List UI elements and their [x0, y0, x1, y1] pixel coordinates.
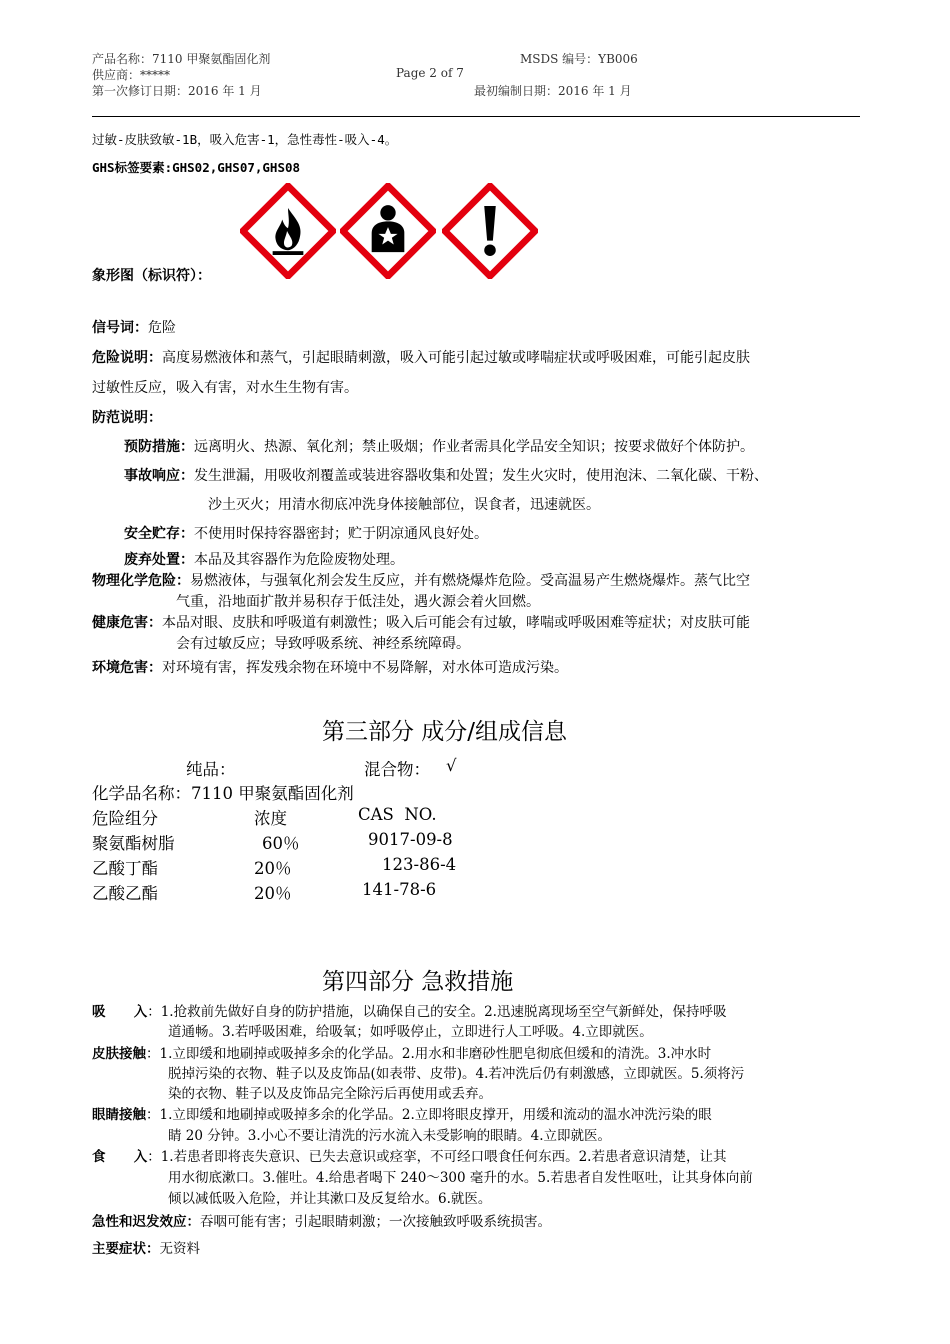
prevention-text: 远离明火、热源、氧化剂；禁止吸烟；作业者需具化学品安全知识；按要求做好个体防护。	[194, 439, 754, 455]
table-row-cas: 9017-09-8	[368, 830, 453, 849]
ingestion-label: 食 入	[92, 1149, 148, 1165]
environment-label: 环境危害：	[92, 660, 162, 676]
signal-word-value: 危险	[148, 320, 176, 336]
column-header-concentration: 浓度	[254, 809, 287, 828]
skin-label: 皮肤接触	[92, 1046, 146, 1062]
prevention-line	[124, 436, 754, 456]
precaution-label: 防范说明：	[92, 410, 162, 426]
ingestion-line1	[92, 1148, 726, 1166]
environment-line	[92, 657, 568, 677]
section4-title: 第四部分 急救措施	[322, 969, 514, 995]
table-row-cas: 123-86-4	[382, 855, 457, 874]
header-divider	[92, 116, 860, 117]
inhalation-label: 吸 入	[92, 1004, 148, 1020]
inhalation-line1	[92, 1003, 726, 1021]
disposal-line	[124, 549, 404, 569]
acute-effects-line	[92, 1213, 551, 1231]
section3-title: 第三部分 成分/组成信息	[322, 719, 568, 745]
chemical-name: 化学品名称：7110 甲聚氨酯固化剂	[92, 784, 354, 803]
health-line1	[92, 612, 750, 632]
hazard-statement-text: 高度易燃液体和蒸气，引起眼睛刺激，吸入可能引起过敏或哮喘症状或呼吸困难，可能引起皮肤	[162, 350, 750, 366]
response-label: 事故响应：	[124, 468, 194, 484]
column-header-cas: CAS NO.	[358, 805, 437, 824]
skin-line2: 脱掉污染的衣物、鞋子以及皮饰品(如表带、皮带)。4.若冲洗后仍有刺激感，立即就医。5.须将污	[168, 1066, 745, 1082]
signal-word	[92, 317, 176, 337]
pure-label: 纯品：	[186, 760, 236, 779]
skin-line3: 染的衣物、鞋子以及皮饰品完全除污后再使用或丢弃。	[168, 1086, 492, 1102]
header-product-name: 产品名称：7110 甲聚氨酯固化剂	[92, 52, 271, 66]
ingestion-line2: 用水彻底漱口。3.催吐。4.给患者喝下 240～300 毫升的水。5.若患者自发性呕吐，让其身体向前	[168, 1170, 753, 1186]
response-text1: 发生泄漏，用吸收剂覆盖或装进容器收集和处置；发生火灾时，使用泡沫、二氧化碳、干粉、	[194, 468, 768, 484]
eye-line1	[92, 1106, 712, 1124]
health-text1: 本品对眼、皮肤和呼吸道有刺激性；吸入后可能会有过敏，哮喘或呼吸困难等症状；对皮肤可能	[162, 615, 750, 631]
physchem-line1	[92, 570, 750, 590]
ingestion-line3: 倾以减低吸入危险，并让其漱口及反复给水。6.就医。	[168, 1191, 492, 1207]
storage-line	[124, 523, 488, 543]
physchem-text1: 易燃液体，与强氧化剂会发生反应，并有燃烧爆炸危险。受高温易产生燃烧爆炸。蒸气比空	[190, 573, 750, 589]
table-row-cas: 141-78-6	[362, 880, 437, 899]
symptoms-text: 无资料	[159, 1241, 200, 1257]
header-first-compiled: 最初编制日期：2016 年 1 月	[474, 84, 632, 98]
prevention-label: 预防措施：	[124, 439, 194, 455]
skin-line1	[92, 1045, 711, 1063]
response-line2: 沙土灭火；用清水彻底冲洗身体接触部位，误食者，迅速就医。	[208, 497, 600, 513]
symptoms-line	[92, 1240, 200, 1258]
table-row-component: 聚氨酯树脂	[92, 834, 175, 853]
mixture-label: 混合物：	[364, 760, 430, 779]
ghs-elements: GHS标签要素:GHS02,GHS07,GHS08	[92, 160, 301, 175]
signal-word-label: 信号词：	[92, 320, 148, 336]
hazard-statement-label: 危险说明：	[92, 350, 162, 366]
environment-text: 对环境有害，挥发残余物在环境中不易降解，对水体可造成污染。	[162, 660, 568, 676]
response-line1	[124, 465, 768, 485]
disposal-text: 本品及其容器作为危险废物处理。	[194, 552, 404, 568]
skin-text1: ：1.立即缓和地刷掉或吸掉多余的化学品。2.用水和非磨砂性肥皂彻底但缓和的清洗。3.冲水时	[146, 1046, 712, 1062]
mixture-check-mark: √	[446, 756, 457, 775]
inhalation-line2: 道通畅。3.若呼吸困难，给吸氧；如呼吸停止，立即进行人工呼吸。4.立即就医。	[168, 1024, 653, 1040]
column-header-component: 危险组分	[92, 809, 158, 828]
header-first-revision: 第一次修订日期：2016 年 1 月	[92, 84, 262, 98]
health-line2: 会有过敏反应；导致呼吸系统、神经系统障碍。	[176, 636, 470, 652]
eye-label: 眼睛接触	[92, 1107, 146, 1123]
header-supplier: 供应商：*****	[92, 68, 171, 82]
header-msds-number: MSDS 编号：YB006	[520, 52, 638, 66]
disposal-label: 废弃处置：	[124, 552, 194, 568]
health-label: 健康危害：	[92, 615, 162, 631]
hazard-class-line: 过敏-皮肤致敏-1B，吸入危害-1，急性毒性-吸入-4。	[92, 132, 398, 147]
ingestion-text1: ：1.若患者即将丧失意识、已失去意识或痉挛，不可经口喂食任何东西。2.若患者意识清楚，让其	[147, 1149, 727, 1165]
header-page-number: Page 2 of 7	[396, 66, 464, 80]
health-hazard-icon	[340, 183, 436, 279]
pictogram-label: 象形图（标识符）：	[92, 268, 211, 284]
hazard-statement-line1	[92, 347, 750, 367]
hazard-statement-line2: 过敏性反应，吸入有害，对水生生物有害。	[92, 380, 358, 396]
table-row-component: 乙酸乙酯	[92, 884, 158, 903]
table-row-component: 乙酸丁酯	[92, 859, 158, 878]
physchem-line2: 气重，沿地面扩散并易积存于低洼处，遇火源会着火回燃。	[176, 594, 540, 610]
eye-text1: ：1.立即缓和地刷掉或吸掉多余的化学品。2.立即将眼皮撑开，用缓和流动的温水冲洗污染的眼	[146, 1107, 712, 1123]
inhalation-text1: ：1.抢救前先做好自身的防护措施，以确保自己的安全。2.迅速脱离现场至空气新鲜处，保持呼吸	[147, 1004, 727, 1020]
flame-icon	[240, 183, 336, 279]
eye-line2: 睛 20 分钟。3.小心不要让清洗的污水流入未受影响的眼睛。4.立即就医。	[168, 1128, 612, 1144]
table-row-concentration: 20％	[254, 859, 292, 878]
acute-effects-text: 吞咽可能有害；引起眼睛刺激；一次接触致呼吸系统损害。	[200, 1214, 551, 1230]
acute-effects-label: 急性和迟发效应：	[92, 1214, 200, 1230]
table-row-concentration: 20％	[254, 884, 292, 903]
exclamation-icon	[442, 183, 538, 279]
storage-label: 安全贮存：	[124, 526, 194, 542]
table-row-concentration: 60％	[262, 834, 300, 853]
physchem-label: 物理化学危险：	[92, 573, 190, 589]
symptoms-label: 主要症状：	[92, 1241, 160, 1257]
storage-text: 不使用时保持容器密封；贮于阴凉通风良好处。	[194, 526, 488, 542]
